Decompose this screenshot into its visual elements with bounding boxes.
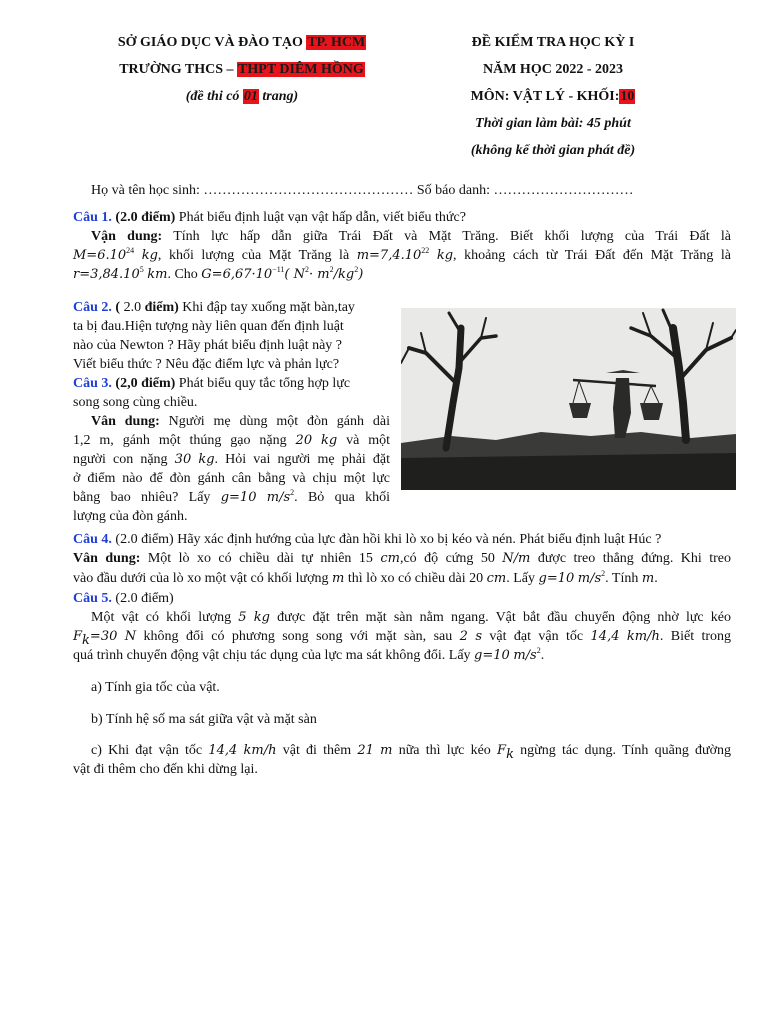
carrying-pole-photo (401, 308, 736, 490)
highlight-school: THPT DIÊM HỒNG (238, 62, 364, 77)
header-exam (438, 33, 668, 168)
question-5-part-a: a) Tính gia tốc của vật. (91, 680, 220, 695)
header-page-count: (đề thi có 01 trang) (185, 89, 299, 104)
student-info-line: Họ và tên học sinh: ……………………………………… Số báo danh: ………………………… (91, 183, 634, 198)
exam-duration-note: (không kể thời gian phát đề) (470, 143, 636, 158)
question-3-line-3: Vân dung: Người mẹ dùng một đòn gánh dài (91, 414, 390, 429)
question-1-prompt: Câu 1. (2.0 điểm) Phát biểu định luật vạn vật hấp dẫn, viết biểu thức? (73, 210, 466, 225)
question-3-line-1: Câu 3. (2,0 điểm) Phát biểu quy tắc tổng hợp lực (73, 376, 351, 391)
question-3-line-4: 1,2 m, gánh một thúng gạo nặng 20 kg và một (73, 433, 391, 448)
question-1-apply-line-3: $r=3,84.10^5$ km. Cho $G=6,67\cdot 10^{-11}$( $N^2\cdot m^2/kg^2$) (73, 265, 364, 282)
question-2-line-3: nào của Newton ? Hãy phát biểu định luật này ? (73, 338, 343, 353)
question-5-line-3: quá trình chuyển động vật chịu tác dụng của lực ma sát không đổi. Lấy g=10 $m/s^2$. (73, 646, 545, 663)
carrying-pole-illustration (401, 308, 736, 490)
question-3-line-6: ở điểm nào để đòn gánh cân bằng và chịu một lực (73, 471, 390, 486)
highlight-city: TP. HCM (307, 35, 366, 50)
question-4-apply-line-2: vào đầu dưới của lò xo một vật có khối lượng m thì lò xo có chiều dài 20 cm. Lấy g=10 $m/s^2$. Tính m. (73, 569, 658, 586)
exam-title: ĐỀ KIỂM TRA HỌC KỲ I (471, 35, 635, 50)
question-2-line-4: Viết biểu thức ? Nêu đặc điểm lực và phản lực? (73, 357, 340, 372)
question-3-line-8: lượng của đòn gánh. (73, 509, 188, 524)
question-2-3-column (73, 298, 390, 526)
header-school (72, 33, 412, 114)
highlight-grade: 10 (620, 89, 635, 104)
header-school-name: TRƯỜNG THCS – THPT DIÊM HỒNG (119, 62, 364, 77)
question-3-line-7: bằng bao nhiêu? Lấy g=10 $m/s^2$. Bỏ qua khối (73, 488, 390, 505)
question-5-part-b: b) Tính hệ số ma sát giữa vật và mặt sàn (91, 712, 317, 727)
question-4-apply-line-1: Vân dung: Một lò xo có chiều dài tự nhiên 15 cm,có độ cứng 50 N/m được treo thẳng đứng. Khi treo (73, 551, 732, 566)
question-2-line-2: ta bị đau.Hiện tượng này liên quan đến định luật (73, 319, 344, 334)
question-5-line-1: Một vật có khối lượng 5 kg được đặt trên mặt sàn nằm ngang. Vật bắt đầu chuyển động nhờ lực kéo (91, 610, 732, 625)
highlight-pages: 01 (243, 89, 258, 104)
question-4-prompt: Câu 4. (2.0 điểm) Hãy xác định hướng của lực đàn hồi khi lò xo bị kéo và nén. Phát biểu định luật Húc ? (73, 532, 662, 547)
header-department: SỞ GIÁO DỤC VÀ ĐÀO TẠO TP. HCM (117, 35, 366, 50)
basket-right (640, 403, 663, 420)
question-5-line-2: $F_k=30$ N không đổi có phương song song với mặt sàn, sau 2 s vật đạt vận tốc 14,4 km/h. Biết trong (73, 629, 732, 648)
question-5-part-c-line-1: c) Khi đạt vận tốc 14,4 km/h vật đi thêm 21 m nữa thì lực kéo $F_k$ ngừng tác dụng. Tính quãng đường (91, 743, 732, 762)
subject-grade: MÔN: VẬT LÝ - KHỐI:10 (470, 89, 635, 104)
question-3-line-5: người con nặng 30 kg. Hỏi vai người mẹ phải đặt (73, 452, 391, 467)
question-2-line-1: Câu 2. ( 2.0 điểm) Khi đập tay xuống mặt bàn,tay (73, 300, 355, 315)
question-2-label: Câu 2. (73, 300, 112, 315)
photo-ground-shadow (401, 453, 736, 490)
question-3-label: Câu 3. (73, 376, 112, 391)
question-5-part-c-line-2: vật đi thêm cho đến khi dừng lại. (73, 762, 258, 777)
question-3-line-2: song song cùng chiều. (73, 395, 198, 410)
question-1-label: Câu 1. (73, 210, 112, 225)
question-4-label: Câu 4. (73, 532, 112, 547)
school-year: NĂM HỌC 2022 - 2023 (483, 62, 623, 77)
question-5-label: Câu 5. (73, 591, 112, 606)
question-5-header: Câu 5. (2.0 điểm) (73, 591, 174, 606)
question-1-apply-line-2: $M=6.10^{24}$ kg, khối lượng của Mặt Trăng là $m=7,4.10^{22}$ kg, khoảng cách từ Trái Đất đến Mặt Trăng là (73, 246, 732, 263)
question-1-apply-line-1: Vận dung: Tính lực hấp dẫn giữa Trái Đất và Mặt Trăng. Biết khối lượng của Trái Đất là (91, 229, 732, 244)
exam-duration: Thời gian làm bài: 45 phút (475, 116, 631, 131)
